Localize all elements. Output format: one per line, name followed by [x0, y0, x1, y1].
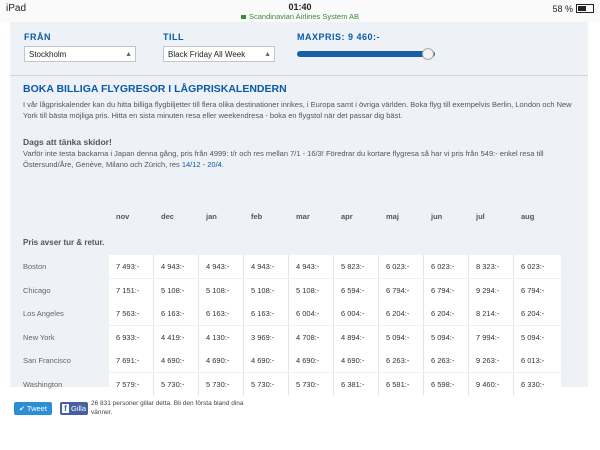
price-cell[interactable]: 6 204:-: [521, 309, 545, 319]
price-cell[interactable]: 6 933:-: [109, 326, 154, 349]
price-cell[interactable]: 6 794:-: [379, 279, 424, 302]
price-cell[interactable]: 6 163:-: [199, 302, 244, 325]
like-label: Gilla: [71, 404, 87, 413]
price-note: Pris avser tur & retur.: [23, 238, 105, 247]
month-maj: maj: [386, 212, 399, 221]
month-nov: nov: [116, 212, 130, 221]
low-fare-calendar-panel: [10, 22, 588, 387]
price-cell[interactable]: 4 690:-: [334, 349, 379, 372]
price-cells: [109, 326, 561, 349]
price-cell[interactable]: 9 294:-: [469, 279, 514, 302]
price-cell[interactable]: 6 163:-: [154, 302, 199, 325]
price-cell[interactable]: 5 730:-: [244, 373, 289, 396]
price-cell[interactable]: 6 004:-: [289, 302, 334, 325]
price-cell[interactable]: 5 108:-: [154, 279, 199, 302]
destination-city: San Francisco: [23, 356, 71, 366]
price-cells: [109, 349, 561, 372]
price-cell[interactable]: 5 094:-: [521, 332, 545, 342]
like-button[interactable]: [60, 402, 88, 415]
clock: 01:40: [288, 2, 312, 12]
tweet-button[interactable]: [14, 402, 52, 415]
address-bar[interactable]: [0, 12, 600, 21]
from-value: Stockholm: [29, 50, 67, 59]
price-cell[interactable]: 4 943:-: [289, 255, 334, 278]
price-cell[interactable]: 5 730:-: [289, 373, 334, 396]
price-cell[interactable]: 5 094:-: [379, 326, 424, 349]
price-cell[interactable]: 6 263:-: [424, 349, 469, 372]
month-jul: jul: [476, 212, 485, 221]
price-cell[interactable]: 5 823:-: [334, 255, 379, 278]
tweet-label: Tweet: [26, 404, 47, 413]
price-cell[interactable]: 7 151:-: [109, 279, 154, 302]
month-aug: aug: [521, 212, 535, 221]
price-cell[interactable]: 4 690:-: [154, 349, 199, 372]
month-header: [10, 212, 588, 224]
price-cells: [109, 279, 561, 302]
price-cell[interactable]: 6 598:-: [424, 373, 469, 396]
month-feb: feb: [251, 212, 263, 221]
price-cells: [109, 255, 561, 278]
price-cell[interactable]: 8 214:-: [469, 302, 514, 325]
price-cell[interactable]: 3 969:-: [244, 326, 289, 349]
status-bar: [0, 0, 600, 22]
price-cell[interactable]: 6 023:-: [379, 255, 424, 278]
select-arrows-icon: ▲: [264, 51, 271, 58]
site-name: Scandinavian Airlines System AB: [248, 12, 360, 21]
price-cell[interactable]: 6 794:-: [424, 279, 469, 302]
intro-text: I vår lågpriskalender kan du hitta billiga flygbiljetter till flera olika destinationer inrikes, i Europa samt i övriga världen. Boka flyg till exempelvis Berlin, London och New York till bästa möjliga pris. Hitta en sista minuten resa eller weekendresa - boka en flygstol när det passar dig bäst.: [23, 100, 572, 120]
price-cell[interactable]: 4 943:-: [199, 255, 244, 278]
month-mar: mar: [296, 212, 310, 221]
filter-bar: [10, 22, 588, 72]
price-cell[interactable]: 5 730:-: [199, 373, 244, 396]
to-value: Black Friday All Week: [168, 50, 246, 59]
price-cell[interactable]: 6 023:-: [521, 262, 545, 271]
lock-icon: [241, 15, 246, 19]
slider-handle[interactable]: [422, 48, 434, 60]
destination-city: Washington: [23, 380, 63, 389]
destination-city: Boston: [23, 262, 47, 271]
price-cell[interactable]: 5 730:-: [154, 373, 199, 396]
price-cell[interactable]: 7 691:-: [109, 349, 154, 372]
price-cell[interactable]: 8 323:-: [469, 255, 514, 278]
price-cell[interactable]: 6 204:-: [424, 302, 469, 325]
price-cell[interactable]: 6 013:-: [521, 356, 545, 366]
price-cell[interactable]: 7 493:-: [109, 255, 154, 278]
month-jun: jun: [431, 212, 443, 221]
price-cell[interactable]: 7 579:-: [109, 373, 154, 396]
table-row: [10, 326, 588, 349]
price-cell[interactable]: 6 023:-: [424, 255, 469, 278]
twitter-icon: ✔: [19, 406, 25, 413]
destination-city: Los Angeles: [23, 309, 64, 319]
price-cell[interactable]: 4 943:-: [244, 255, 289, 278]
like-count-text: 26 831 personer gillar detta. Bli den första bland dina vänner.: [91, 400, 244, 416]
table-row: [10, 255, 588, 278]
price-cell[interactable]: 5 108:-: [199, 279, 244, 302]
price-cell[interactable]: 4 690:-: [244, 349, 289, 372]
from-label: FRÅN: [24, 32, 51, 42]
divider: [10, 75, 588, 76]
ski-date-link[interactable]: 14/12 - 20/4: [181, 159, 222, 169]
table-row: [10, 279, 588, 302]
month-jan: jan: [206, 212, 217, 221]
price-cells: [109, 302, 561, 325]
max-price-label: MAXPRIS: 9 460:-: [297, 32, 381, 42]
price-cell[interactable]: 6 581:-: [379, 373, 424, 396]
facebook-icon: f: [62, 404, 69, 413]
price-cell[interactable]: 4 690:-: [289, 349, 334, 372]
price-cell[interactable]: 7 563:-: [109, 302, 154, 325]
table-row: [10, 302, 588, 325]
ski-title: Dags att tänka skidor!: [23, 137, 112, 147]
price-cell[interactable]: 6 330:-: [521, 380, 545, 389]
table-row: [10, 349, 588, 372]
price-cell[interactable]: 5 094:-: [424, 326, 469, 349]
price-cell[interactable]: 6 263:-: [379, 349, 424, 372]
price-cell[interactable]: 6 004:-: [334, 302, 379, 325]
price-cell[interactable]: 9 263:-: [469, 349, 514, 372]
select-arrows-icon: ▲: [125, 51, 132, 58]
price-cell[interactable]: 4 130:-: [199, 326, 244, 349]
price-cell[interactable]: 6 163:-: [244, 302, 289, 325]
price-cell[interactable]: 5 108:-: [244, 279, 289, 302]
price-cell[interactable]: 6 594:-: [334, 279, 379, 302]
table-row: [10, 373, 588, 396]
price-cells: [109, 373, 561, 396]
price-cell[interactable]: 4 894:-: [334, 326, 379, 349]
to-label: TILL: [163, 32, 184, 42]
price-cell[interactable]: 7 994:-: [469, 326, 514, 349]
battery-indicator: [552, 4, 594, 14]
page-title: BOKA BILLIGA FLYGRESOR I LÅGPRISKALENDERN: [23, 83, 287, 95]
battery-percent: 58 %: [552, 4, 573, 14]
price-cell[interactable]: 4 708:-: [289, 326, 334, 349]
price-cell[interactable]: 9 460:-: [469, 373, 514, 396]
ski-text: Varför inte testa backarna i Japan denna gång, pris från 4999: t/r och res mellan 7/1 - 16/3! Föredrar du kortare flygresa så har vi pris från 549:- enkel resa till Östersund/Åre, Genève, Milano och Zürich, res 14/12 - 20/4.: [23, 149, 544, 169]
price-cell[interactable]: 5 108:-: [289, 279, 334, 302]
destination-city: New York: [23, 332, 55, 342]
price-cell[interactable]: 4 943:-: [154, 255, 199, 278]
price-cell[interactable]: 6 381:-: [334, 373, 379, 396]
month-apr: apr: [341, 212, 353, 221]
price-cell[interactable]: 6 794:-: [521, 285, 545, 295]
device-label: iPad: [6, 3, 27, 14]
month-dec: dec: [161, 212, 174, 221]
to-select[interactable]: [163, 46, 275, 62]
price-cell[interactable]: 4 690:-: [199, 349, 244, 372]
price-cell[interactable]: 4 419:-: [154, 326, 199, 349]
social-bar: [10, 399, 590, 429]
max-price-slider[interactable]: [297, 51, 435, 57]
destination-city: Chicago: [23, 285, 51, 295]
battery-icon: [576, 4, 594, 13]
from-select[interactable]: [24, 46, 136, 62]
price-cell[interactable]: 6 204:-: [379, 302, 424, 325]
